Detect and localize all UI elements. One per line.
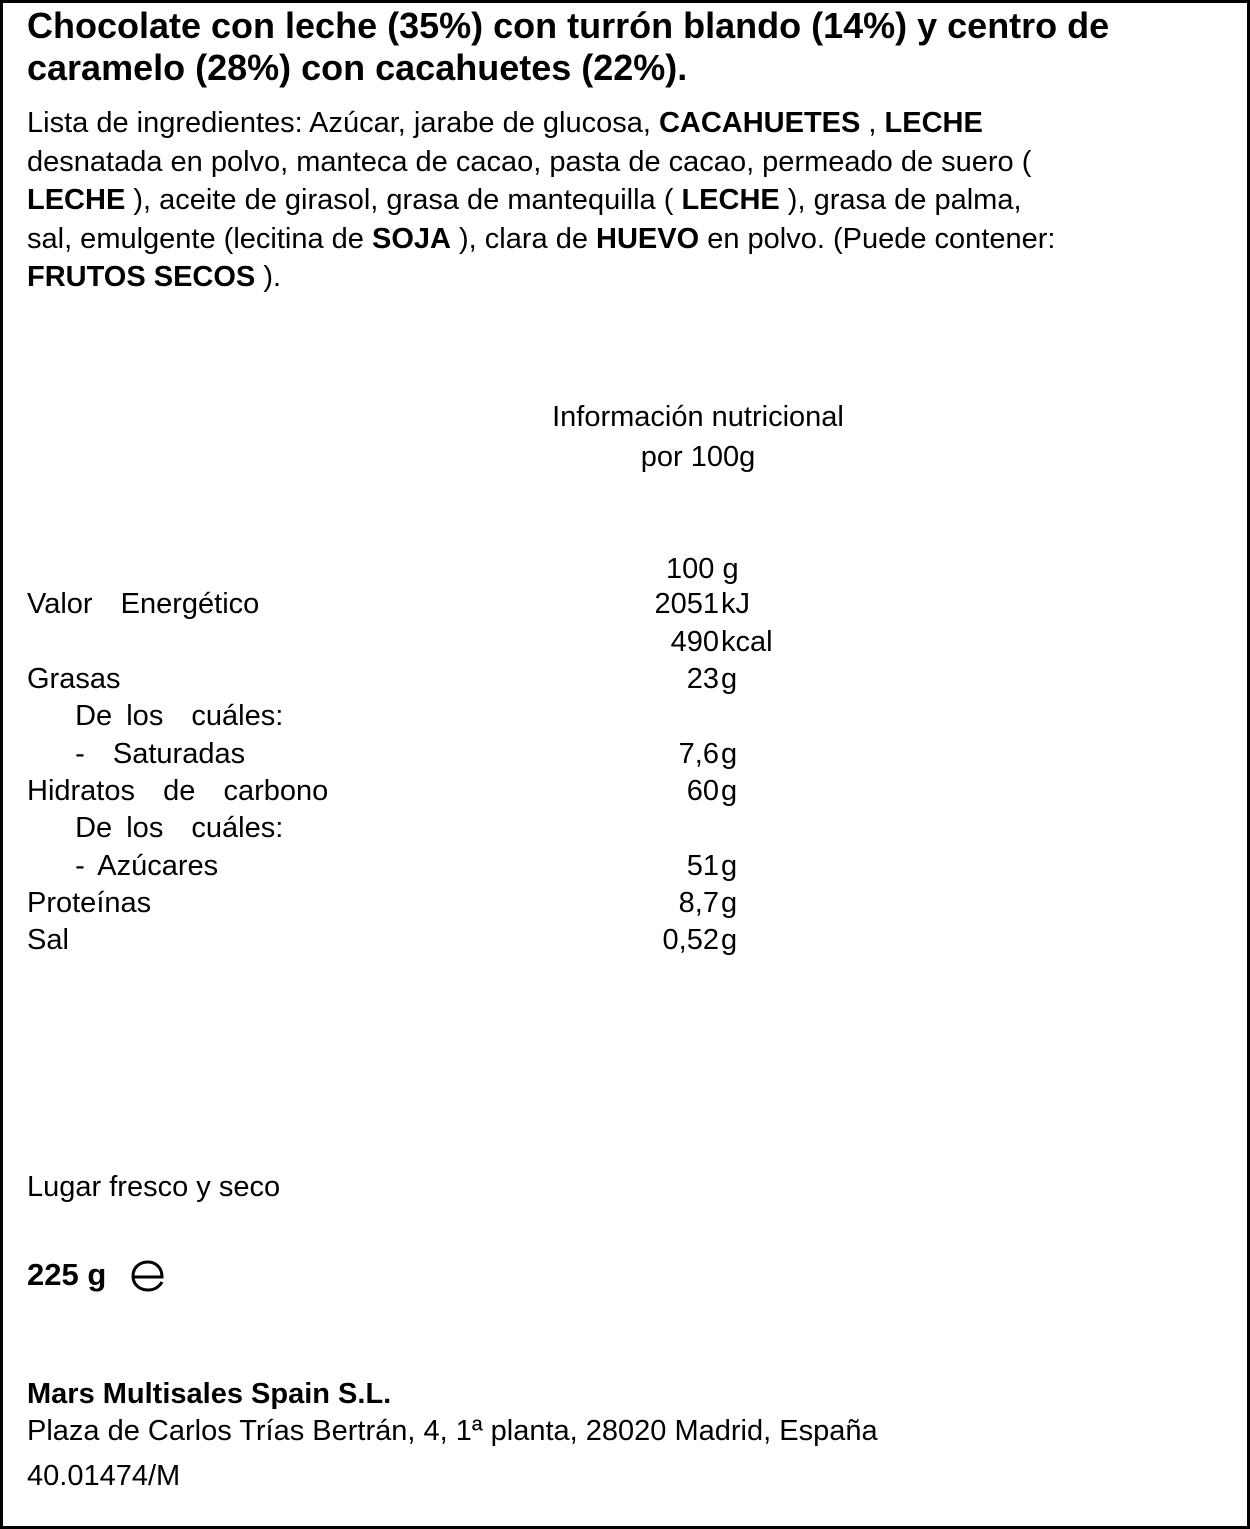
ingredients-line-4 xyxy=(27,220,1055,259)
nutrition-row-unit: kcal xyxy=(721,626,773,658)
nutrition-heading xyxy=(493,397,903,477)
allergen-nuts: FRUTOS SECOS xyxy=(27,261,256,293)
nutrition-row-label: - Azúcares xyxy=(47,850,219,882)
manufacturer-name: Mars Multisales Spain S.L. xyxy=(27,1378,392,1410)
nutrition-column-header: 100 g xyxy=(666,553,739,585)
ingredients-line-1 xyxy=(27,104,1055,143)
nutrition-row-unit: g xyxy=(721,887,738,919)
allergen-egg: HUEVO xyxy=(596,222,700,255)
net-weight: 225 g xyxy=(27,1257,107,1292)
nutrition-row-value: 0,52 xyxy=(662,924,719,956)
nutrition-heading-title: Información nutricional xyxy=(552,401,844,433)
ingredients-text: ). xyxy=(255,261,282,293)
ingredients-text: ), clara de xyxy=(450,222,597,255)
allergen-soy: SOJA xyxy=(371,222,451,255)
ingredients-text: en polvo. (Puede contener: xyxy=(699,222,1056,255)
allergen-milk: LECHE xyxy=(681,184,780,216)
allergen-milk: LECHE xyxy=(27,184,126,216)
nutrition-row-value: 7,6 xyxy=(678,738,719,770)
nutrition-row-value: 490 xyxy=(670,626,719,658)
nutrition-row-unit: g xyxy=(721,850,738,882)
estimated-e-mark-icon xyxy=(129,1259,167,1293)
allergen-peanuts: CACAHUETES xyxy=(658,107,861,139)
ingredients-list xyxy=(27,104,1055,297)
product-title: Chocolate con leche (35%) con turrón blando (14%) y centro de caramelo (28%) con cacahuetes (22%). xyxy=(27,5,1110,88)
nutrition-row-label: Grasas xyxy=(27,663,121,695)
nutrition-row-label: Valor Energético xyxy=(27,588,260,620)
ingredients-text: sal, emulgente (lecitina de xyxy=(27,222,372,255)
nutrition-row-unit: kJ xyxy=(721,588,750,620)
nutrition-row-sublabel: De los cuáles: xyxy=(47,700,284,732)
ingredients-text: , xyxy=(860,107,885,139)
ingredients-text: ), grasa de palma, xyxy=(779,184,1022,216)
nutrition-row-label: - Saturadas xyxy=(47,738,246,770)
nutrition-row-unit: g xyxy=(721,738,738,770)
storage-instructions: Lugar fresco y seco xyxy=(27,1171,281,1203)
nutrition-row-value: 51 xyxy=(686,850,719,882)
nutrition-row-sublabel: De los cuáles: xyxy=(47,812,284,844)
ingredients-line-2: desnatada en polvo, manteca de cacao, pasta de cacao, permeado de suero ( xyxy=(27,145,1032,178)
nutrition-row-unit: g xyxy=(721,924,738,956)
nutrition-row-value: 2051 xyxy=(654,588,719,620)
nutrition-row-value: 60 xyxy=(686,775,719,807)
nutrition-row-value: 23 xyxy=(686,663,719,695)
nutrition-heading-basis: por 100g xyxy=(640,441,756,473)
allergen-milk: LECHE xyxy=(884,107,983,139)
nutrition-row-unit: g xyxy=(721,663,738,695)
nutrition-row-label: Proteínas xyxy=(27,887,152,919)
ingredients-line-3 xyxy=(27,181,1055,220)
nutrition-row-value: 8,7 xyxy=(678,887,719,919)
ingredients-line-5 xyxy=(27,258,1055,297)
manufacturer-address: Plaza de Carlos Trías Bertrán, 4, 1ª planta, 28020 Madrid, España xyxy=(27,1415,878,1447)
nutrition-row-label: Hidratos de carbono xyxy=(27,775,329,807)
nutrition-row-label: Sal xyxy=(27,924,69,956)
ingredients-text: Lista de ingredientes: Azúcar, jarabe de glucosa, xyxy=(27,107,659,139)
registration-code: 40.01474/M xyxy=(27,1460,181,1492)
ingredients-text: ), aceite de girasol, grasa de mantequilla ( xyxy=(125,184,682,216)
nutrition-row-unit: g xyxy=(721,775,738,807)
